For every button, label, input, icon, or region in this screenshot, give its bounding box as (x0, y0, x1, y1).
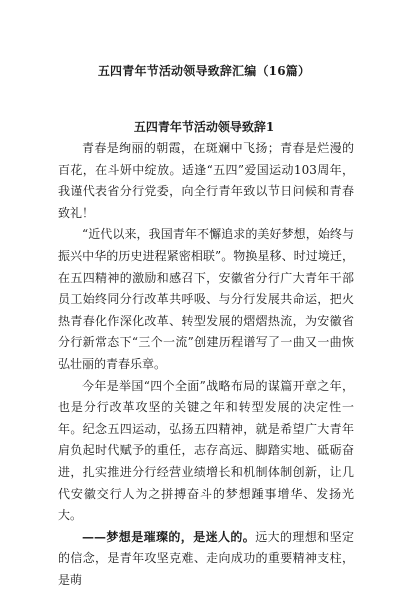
document-title: 五四青年节活动领导致辞汇编（16篇） (97, 64, 311, 78)
paragraph-text: “近代以来，我国青年不懈追求的美好梦想，始终与振兴中华的历史进程紧密相联”。物换星移、时过境迁，在五四精神的激励和感召下，安徽省分行广大青年干部员工始终同分行改革共呼吸、与分行发展共命运，把火热青春化作深化改革、转型发展的熠熠热流，为安徽省分行新常态下“三个一流”创建历程谱写了一曲又一曲恢弘壮丽的青春乐章。 (58, 227, 354, 371)
paragraph (58, 376, 354, 527)
paragraph-lead: ——梦想是璀璨的，是迷人的。 (82, 529, 256, 544)
paragraph-text: 远大的理想和坚定的信念，是青年攻坚克难、走向成功的重要精神支柱，是萌 (58, 529, 354, 587)
paragraph (58, 224, 354, 375)
document-body (58, 138, 354, 591)
paragraph (58, 527, 354, 591)
paragraph-text: 青春是绚丽的朝霞，在斑斓中飞扬；青春是烂漫的百花，在斗妍中绽放。适逢“五四”爱国运动103周年，我谨代表省分行党委，向全行青年致以节日问候和青春致礼！ (58, 141, 354, 220)
paragraph (58, 138, 354, 224)
section-title: 五四青年节活动领导致辞1 (133, 120, 275, 134)
paragraph-text: 今年是举国“四个全面”战略布局的谋篇开章之年，也是分行改革攻坚的关键之年和转型发展的决定性一年。纪念五四运动，弘扬五四精神，就是希望广大青年肩负起时代赋予的重任，志存高远、脚踏实地、砥砺奋进，扎实推进分行经营业绩增长和机制体制创新，让几代安徽交行人为之拼搏奋斗的梦想踵事增华、发扬光大。 (58, 378, 354, 523)
